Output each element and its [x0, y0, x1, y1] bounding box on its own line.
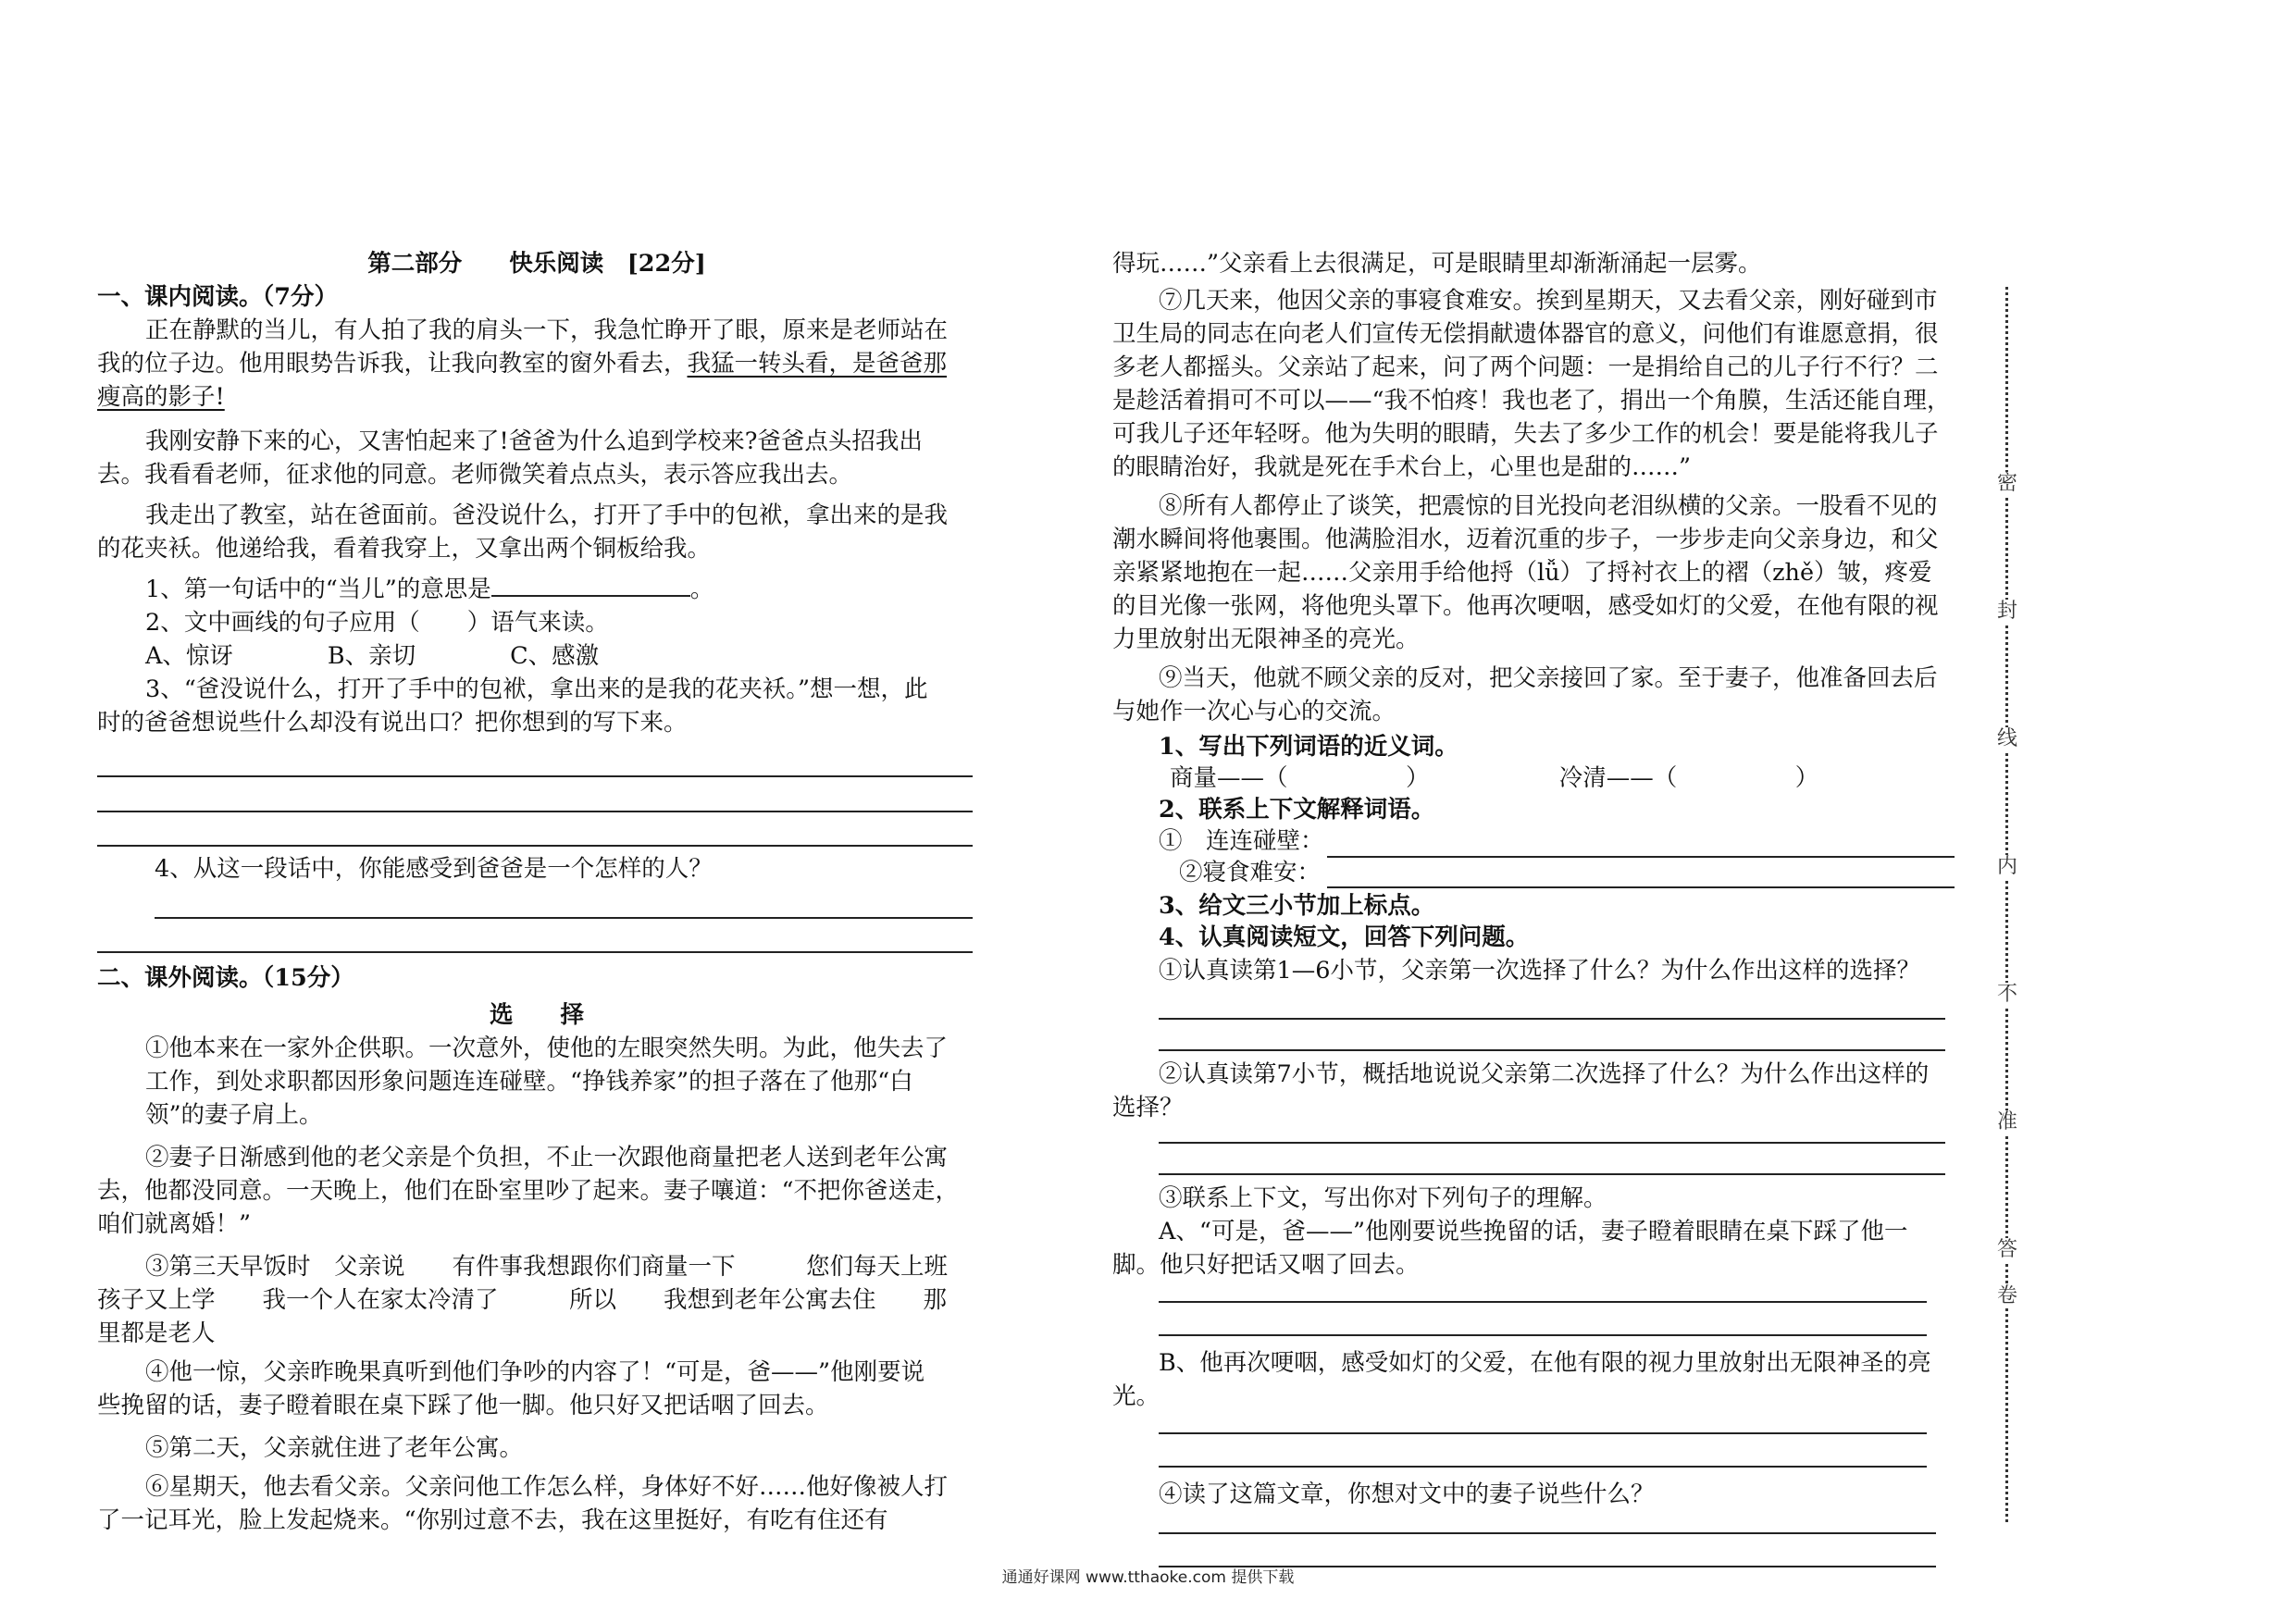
- seal-char: 卷: [1993, 1284, 2021, 1308]
- answer-blank-q1[interactable]: [491, 575, 690, 597]
- story-p3-line1: ③第三天早饭时 父亲说 有件事我想跟你们商量一下 您们每天上班: [145, 1253, 949, 1281]
- story-p1-line3: 领”的妻子肩上。: [145, 1101, 323, 1129]
- seal-char: 答: [1993, 1238, 2021, 1262]
- story-p6-line1: ⑥星期天，他去看父亲。父亲问他工作怎么样，身体好不好……他好像被人打: [145, 1473, 949, 1501]
- seal-char: 内: [1993, 855, 2021, 879]
- r-question-3: 3、给文三小节加上标点。: [1159, 892, 1435, 920]
- r-question-4-2-line1: ②认真读第7小节，概括地说说父亲第二次选择了什么？为什么作出这样的: [1159, 1060, 1930, 1088]
- story-p6-line3: 得玩……”父亲看上去很满足，可是眼睛里却渐渐涌起一层雾。: [1112, 250, 1762, 278]
- story-p7-line4: 是趁活着捐可不可以——“我不怕疼！我也老了，捐出一个角膜，生活还能自理，: [1112, 387, 1951, 415]
- seal-char: 封: [1993, 600, 2021, 624]
- answer-line[interactable]: [1159, 1018, 1945, 1020]
- story-p1-line2: 工作，到处求职都因形象问题连连碰壁。“挣钱养家”的担子落在了他那“白: [145, 1068, 913, 1096]
- story-p4-line2: 些挽留的话，妻子瞪着眼在桌下踩了他一脚。他只好又把话咽了回去。: [97, 1392, 829, 1419]
- story-title: 选 择: [489, 1001, 584, 1029]
- answer-line[interactable]: [1159, 1173, 1945, 1175]
- question-4: 4、从这一段话中，你能感受到爸爸是一个怎样的人？: [155, 855, 713, 883]
- r-question-1: 1、写出下列词语的近义词。: [1159, 733, 1458, 761]
- r-question-4: 4、认真阅读短文，回答下列问题。: [1159, 923, 1530, 951]
- question-3-line1: 3、“爸没说什么，打开了手中的包袱，拿出来的是我的花夹袄。”想一想，此: [145, 675, 928, 703]
- r-question-2b: ②寝食难安：: [1179, 859, 1322, 886]
- seal-char: 线: [1993, 727, 2021, 751]
- answer-line[interactable]: [1159, 1301, 1927, 1303]
- section-title: 第二部分 快乐阅读 [22分]: [367, 250, 706, 278]
- story-p8-line2: 潮水瞬间将他裹围。他满脸泪水，迈着沉重的步子，一步步走向父亲身边，和父: [1112, 526, 1939, 553]
- r-question-4-3a-line2: 脚。他只好把话又咽了回去。: [1112, 1251, 1420, 1279]
- r-question-4-4: ④读了这篇文章，你想对文中的妻子说些什么？: [1159, 1481, 1655, 1508]
- story-p9-line2: 与她作一次心与心的交流。: [1112, 698, 1396, 725]
- answer-line[interactable]: [97, 811, 973, 812]
- r-question-4-3a-line1: A、“可是，爸——”他刚要说些挽留的话，妻子瞪着眼睛在桌下踩了他一: [1159, 1218, 1908, 1245]
- story-p8-line5: 力里放射出无限神圣的亮光。: [1112, 626, 1420, 653]
- question-1-end: 。: [689, 576, 714, 603]
- answer-line[interactable]: [1159, 1432, 1927, 1434]
- story-p9-line1: ⑨当天，他就不顾父亲的反对，把父亲接回了家。至于妻子，他准备回去后: [1159, 664, 1938, 692]
- story-p1-line1: ①他本来在一家外企供职。一次意外，使他的左眼突然失明。为此，他失去了: [145, 1035, 949, 1062]
- underlined-sentence-part2: 瘦高的影子!: [97, 383, 225, 411]
- answer-line[interactable]: [1159, 1532, 1936, 1534]
- r-question-4-1: ①认真读第1—6小节，父亲第一次选择了什么？为什么作出这样的选择？: [1159, 957, 1920, 985]
- answer-line[interactable]: [97, 775, 973, 777]
- seal-char: 准: [1993, 1110, 2021, 1134]
- story-p7-line6: 的眼睛治好，我就是死在手术台上，心里也是甜的……”: [1112, 453, 1692, 481]
- answer-line[interactable]: [97, 845, 973, 847]
- answer-line[interactable]: [97, 951, 973, 953]
- answer-line-q2b[interactable]: [1327, 886, 1955, 888]
- r-question-2a: ① 连连碰壁：: [1159, 827, 1324, 855]
- para1-line2-text: 我的位子边。他用眼势告诉我，让我向教室的窗外看去，: [97, 350, 688, 378]
- question-3-line2: 时的爸爸想说些什么却没有说出口？把你想到的写下来。: [97, 709, 688, 737]
- story-p3-line3: 里都是老人: [97, 1319, 216, 1347]
- r-question-2: 2、联系上下文解释词语。: [1159, 796, 1435, 824]
- story-p7-line1: ⑦几天来，他因父亲的事寝食难安。挨到星期天，又去看父亲，刚好碰到市: [1159, 287, 1938, 315]
- part2-heading: 二、课外阅读。（15分）: [97, 964, 354, 992]
- r-question-4-3: ③联系上下文，写出你对下列句子的理解。: [1159, 1184, 1607, 1212]
- question-1: [145, 574, 714, 605]
- answer-line-q2a[interactable]: [1327, 856, 1955, 858]
- para2-line2: 去。我看看老师，征求他的同意。老师微笑着点点头，表示答应我出去。: [97, 461, 853, 489]
- seal-char: 不: [1993, 983, 2021, 1007]
- story-p8-line3: 亲紧紧地抱在一起……父亲用手给他捋（lǚ）了捋衬衣上的褶（zhě）皱，疼爱: [1112, 559, 1932, 587]
- answer-line[interactable]: [1159, 1049, 1945, 1051]
- sealing-line: [1993, 287, 2021, 1522]
- story-p2-line3: 咱们就离婚！”: [97, 1210, 252, 1238]
- para2-line1: 我刚安静下来的心，又害怕起来了!爸爸为什么追到学校来?爸爸点头招我出: [145, 427, 923, 455]
- para1-line1: 正在静默的当儿，有人拍了我的肩头一下，我急忙睁开了眼，原来是老师站在: [145, 316, 949, 344]
- story-p3-line2: 孩子又上学 我一个人在家太冷清了 所以 我想到老年公寓去住 那: [97, 1286, 948, 1314]
- r-question-1-items: 商量——（ ） 冷清——（ ）: [1170, 764, 1819, 792]
- answer-line[interactable]: [1159, 1334, 1927, 1336]
- r-question-4-3b-line2: 光。: [1112, 1382, 1160, 1410]
- answer-line[interactable]: [1159, 1466, 1927, 1468]
- question-2-options: A、惊讶 B、亲切 C、感激: [145, 642, 600, 670]
- story-p8-line1: ⑧所有人都停止了谈笑，把震惊的目光投向老泪纵横的父亲。一股看不见的: [1159, 492, 1938, 520]
- question-1-text: 1、第一句话中的“当儿”的意思是: [145, 576, 491, 603]
- underlined-sentence-part1: 我猛一转头看，是爸爸那: [687, 350, 948, 378]
- story-p4-line1: ④他一惊，父亲昨晚果真听到他们争吵的内容了！“可是，爸——”他刚要说: [145, 1358, 925, 1386]
- story-p7-line2: 卫生局的同志在向老人们宣传无偿捐献遗体器官的意义，问他们有谁愿意捐，很: [1112, 320, 1939, 348]
- para3-line1: 我走出了教室，站在爸面前。爸没说什么，打开了手中的包袱，拿出来的是我: [145, 502, 949, 529]
- answer-line[interactable]: [155, 917, 973, 919]
- para1-line2: [97, 348, 947, 379]
- r-question-4-3b-line1: B、他再次哽咽，感受如灯的父爱，在他有限的视力里放射出无限神圣的亮: [1159, 1349, 1931, 1377]
- question-2: 2、文中画线的句子应用（ ）语气来读。: [145, 609, 609, 637]
- seal-char: 密: [1993, 472, 2021, 496]
- story-p7-line5: 可我儿子还年轻呀。他为失明的眼睛，失去了多少工作的机会！要是能将我儿子: [1112, 420, 1939, 448]
- para3-line2: 的花夹袄。他递给我，看着我穿上，又拿出两个铜板给我。: [97, 535, 712, 563]
- story-p7-line3: 多老人都摇头。父亲站了起来，问了两个问题：一是捐给自己的儿子行不行？二: [1112, 353, 1939, 381]
- story-p5: ⑤第二天，父亲就住进了老年公寓。: [145, 1434, 524, 1462]
- r-question-4-2-line2: 选择？: [1112, 1094, 1184, 1121]
- story-p2-line2: 去，他都没同意。一天晚上，他们在卧室里吵了起来。妻子嚷道：“不把你爸送走，: [97, 1177, 960, 1205]
- part1-heading: 一、课内阅读。（7分）: [97, 283, 338, 311]
- story-p6-line2: 了一记耳光，脸上发起烧来。“你别过意不去，我在这里挺好，有吃有住还有: [97, 1506, 888, 1534]
- story-p2-line1: ②妻子日渐感到他的老父亲是个负担，不止一次跟他商量把老人送到老年公寓: [145, 1144, 949, 1171]
- story-p8-line4: 的目光像一张网，将他兜头罩下。他再次哽咽，感受如灯的父爱，在他有限的视: [1112, 592, 1939, 620]
- answer-line[interactable]: [1159, 1142, 1945, 1144]
- footer-credit: 通通好课网 www.tthaoke.com 提供下载: [1001, 1568, 1295, 1587]
